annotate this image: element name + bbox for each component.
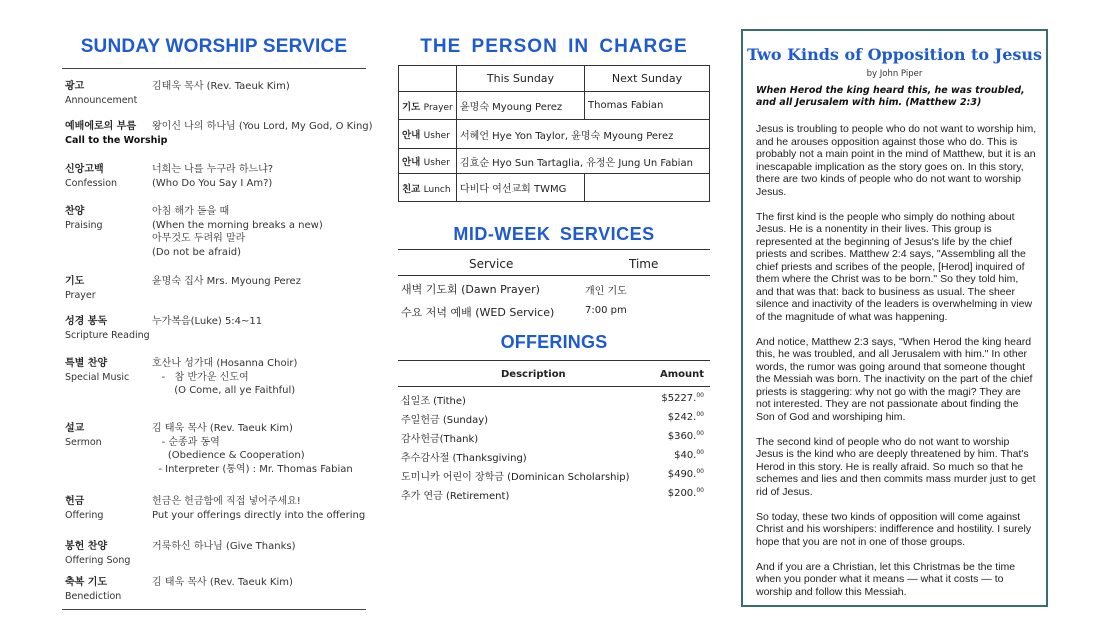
article-paragraph: So today, these two kinds of opposition will come against Christ and his worshipers: indifference and hostility. I surely hope that you are not in one of those groups.: [756, 510, 1032, 548]
role-cell: [399, 174, 457, 202]
item-korean-label: 신앙고백: [65, 164, 104, 175]
person-in-charge-title: THE PERSON IN CHARGE: [420, 36, 688, 57]
article-body: [756, 123, 1038, 611]
item-detail-line: - Interpreter (통역) : Mr. Thomas Fabian: [152, 463, 353, 475]
scripture-quote: When Herod the king heard this, he was troubled, and all Jerusalem with him. (Matthew 2:3): [756, 85, 1025, 108]
this-sunday-cell: 서혜언 Hye Yon Taylor, 윤명숙 Myoung Perez: [457, 120, 710, 149]
item-korean-label: 특별 찬양: [65, 358, 108, 369]
item-korean-label: 광고: [65, 81, 85, 92]
item-english-label: Praising: [65, 220, 103, 231]
item-detail-line: 아침 해가 돋을 때: [152, 206, 230, 217]
item-korean-label: 축복 기도: [65, 577, 108, 588]
amount-cents: 00: [696, 449, 704, 456]
table-row: [399, 92, 710, 120]
item-detail-line: 아무것도 두려워 말라: [152, 233, 246, 244]
item-detail: [152, 163, 366, 190]
item-detail-line: (Who Do You Say I Am?): [152, 177, 273, 189]
article-title: Two Kinds of Opposition to Jesus: [746, 45, 1043, 64]
person-in-charge-table: [398, 65, 710, 202]
midweek-top-rule: [398, 249, 710, 250]
role-english: Usher: [423, 158, 450, 168]
amount-value: $490.: [667, 469, 697, 480]
service-time: 개인 기도: [585, 286, 627, 297]
offerings-top-rule: [398, 360, 710, 361]
item-detail-line: 윤명숙 집사 Mrs. Myoung Perez: [152, 276, 301, 287]
role-cell: [399, 149, 457, 174]
offering-description: 추가 연금 (Retirement): [401, 491, 510, 502]
amount-value: $360.: [667, 431, 697, 442]
item-korean-label: 헌금: [65, 496, 85, 507]
item-detail-line: 헌금은 헌금함에 직접 넣어주세요!: [152, 496, 301, 507]
offering-description: 감사헌금(Thank): [401, 434, 479, 445]
amount-value: $200.: [667, 488, 697, 499]
role-korean: 친교: [402, 183, 421, 195]
midweek-title: MID-WEEK SERVICES: [453, 224, 655, 244]
item-detail-line: 김태욱 목사 (Rev. Taeuk Kim): [152, 81, 290, 92]
role-korean: 기도: [402, 101, 421, 113]
item-korean-label: 찬양: [65, 206, 85, 217]
offering-description: 도미니카 어린이 장학금 (Dominican Scholarship): [401, 472, 630, 483]
amount-cents: 00: [696, 411, 704, 418]
item-detail-line: (Obedience & Cooperation): [152, 450, 305, 461]
article-paragraph: The first kind is the people who simply do nothing about Jesus. He is a nonentity in their lives. This group is represented at the beginning of Jesus's life by the chief priests and scribes. Matthew 2:4 says, "Assembling all the chief priests and scribes of the people, [Herod] inquired of them where the Christ was to be born." So they told him, and that was that: back to business as usual. The sheer silence and inactivity of the leaders is overwhelming in view of the magnitude of what was happening.: [756, 210, 1033, 323]
bottom-divider: [62, 609, 366, 610]
table-corner-cell: [399, 66, 457, 92]
item-detail-line: 김 태욱 목사 (Rev. Taeuk Kim): [152, 577, 293, 588]
table-row: [399, 174, 710, 202]
table-header-row: [399, 66, 710, 92]
item-detail: [152, 205, 366, 259]
item-english-label: Special Music: [65, 372, 130, 383]
item-korean-label: 봉헌 찬양: [65, 541, 108, 552]
article-paragraph: And notice, Matthew 2:3 says, "When Herod the king heard this, he was troubled, and all Jerusalem with him." In other words, the rumor was going around that someone thought the Messiah was born. The inactivity on the part of the chief priests is staggering: why not go with the magi? They are not interested. They are not passionate about finding the Son of God and worshiping him.: [756, 335, 1033, 423]
offering-description: 추수감사절 (Thanksgiving): [401, 453, 527, 464]
this-sunday-cell: 다비다 여선교회 TWMG: [457, 174, 585, 202]
offering-amount: [668, 468, 704, 480]
article-paragraph: Jesus is troubling to people who do not want to worship him, and he arouses opposition against those who do. This is probably not a main point in the mind of Matthew, but it is an inescapable implication as the story goes on. In this story, there are two kinds of people who do not want to worship Jesus.: [756, 123, 1037, 198]
role-cell: [399, 120, 457, 149]
item-detail: [152, 576, 366, 590]
worship-column: [62, 0, 373, 639]
role-english: Prayer: [423, 102, 453, 113]
item-detail: [152, 315, 366, 329]
this-sunday-header: This Sunday: [457, 66, 585, 92]
item-english-label: Call to the Worship: [65, 135, 168, 146]
item-english-label: Offering Song: [65, 555, 131, 566]
item-english-label: Benediction: [65, 591, 122, 602]
item-korean-label: 성경 봉독: [65, 316, 108, 327]
item-detail: [152, 80, 366, 94]
item-korean-label: 예배에로의 부름: [65, 121, 137, 132]
amount-value: $5227.: [661, 393, 697, 404]
midweek-header-rule: [398, 275, 710, 276]
item-detail: [152, 495, 366, 522]
item-detail-line: 누가복음(Luke) 5:4~11: [152, 316, 263, 327]
top-divider: [62, 68, 366, 69]
service-name: 새벽 기도회 (Dawn Prayer): [401, 283, 540, 296]
article-paragraph: The second kind of people who do not want to worship Jesus is the kind who are deeply threatened by him. That's Herod in this story. He is really afraid. So much so that he schemes and lies and then commits mass murder just to get rid of Jesus.: [756, 435, 1036, 498]
article-box: [741, 29, 1048, 607]
amount-header: Amount: [660, 369, 705, 380]
amount-value: $40.: [674, 450, 697, 461]
item-detail: [152, 120, 373, 134]
item-korean-label: 설교: [65, 423, 85, 434]
item-detail-line: (When the morning breaks a new): [152, 219, 323, 231]
amount-cents: 00: [696, 468, 704, 475]
this-sunday-cell: 김효순 Hyo Sun Tartaglia, 유정은 Jung Un Fabian: [457, 149, 710, 174]
item-detail-line: 호산나 성가대 (Hosanna Choir): [152, 358, 298, 369]
service-time: 7:00 pm: [585, 305, 627, 316]
role-korean: 안내: [402, 157, 421, 168]
item-korean-label: 기도: [65, 276, 85, 287]
offering-amount: [668, 487, 704, 499]
item-detail-line: 거룩하신 하나님 (Give Thanks): [152, 541, 296, 552]
item-detail-line: Put your offerings directly into the offering: [152, 509, 366, 521]
offering-amount: [668, 430, 704, 442]
next-sunday-cell: Thomas Fabian: [585, 92, 710, 120]
role-cell: [399, 92, 457, 120]
worship-title: SUNDAY WORSHIP SERVICE: [80, 36, 348, 57]
info-column: [398, 0, 710, 639]
offering-description: 주일헌금 (Sunday): [401, 415, 489, 426]
this-sunday-cell: 윤명숙 Myoung Perez: [457, 92, 585, 120]
item-detail-line: - 참 반가운 신도여: [152, 371, 249, 383]
item-english-label: Confession: [65, 178, 118, 189]
table-row: [399, 149, 710, 174]
item-english-label: Announcement: [65, 95, 138, 106]
amount-cents: 00: [696, 392, 704, 399]
article-byline: by John Piper: [866, 69, 923, 79]
item-english-label: Scripture Reading: [65, 330, 150, 341]
item-detail-line: 너희는 나를 누구라 하느냐?: [152, 164, 274, 175]
item-detail: [152, 422, 366, 476]
offering-amount: [674, 449, 704, 461]
amount-cents: 00: [696, 487, 704, 494]
offerings-header-rule: [398, 386, 710, 387]
service-name: 수요 저녁 예배 (WED Service): [401, 306, 555, 319]
offering-amount: [661, 392, 704, 404]
next-sunday-header: Next Sunday: [585, 66, 710, 92]
item-detail: [152, 357, 366, 398]
role-english: Lunch: [423, 184, 451, 195]
service-header: Service: [469, 257, 514, 271]
item-detail: [152, 275, 366, 289]
article-paragraph: And if you are a Christian, let this Christmas be the time when you ponder what it means — what it costs — to worship and follow this Messiah.: [756, 560, 1016, 598]
item-detail-line: 김 태욱 목사 (Rev. Taeuk Kim): [152, 423, 293, 434]
table-row: [399, 120, 710, 149]
item-detail-line: (Do not be afraid): [152, 246, 242, 258]
item-detail: [152, 540, 366, 554]
offerings-title: OFFERINGS: [500, 332, 608, 352]
time-header: Time: [629, 257, 659, 271]
amount-cents: 00: [696, 430, 704, 437]
item-english-label: Sermon: [65, 437, 102, 448]
offering-amount: [668, 411, 704, 423]
item-detail-line: (O Come, all ye Faithful): [152, 385, 296, 396]
offering-description: 십일조 (Tithe): [401, 396, 466, 407]
amount-value: $242.: [667, 412, 697, 423]
role-english: Usher: [423, 131, 450, 141]
item-english-label: Prayer: [65, 290, 96, 301]
item-english-label: Offering: [65, 510, 104, 521]
next-sunday-cell: [585, 174, 710, 202]
item-detail-line: 왕이신 나의 하나님 (You Lord, My God, O King): [152, 121, 373, 132]
description-header: Description: [501, 369, 566, 380]
item-detail-line: - 순종과 동역: [152, 436, 220, 448]
role-korean: 안내: [402, 130, 421, 141]
